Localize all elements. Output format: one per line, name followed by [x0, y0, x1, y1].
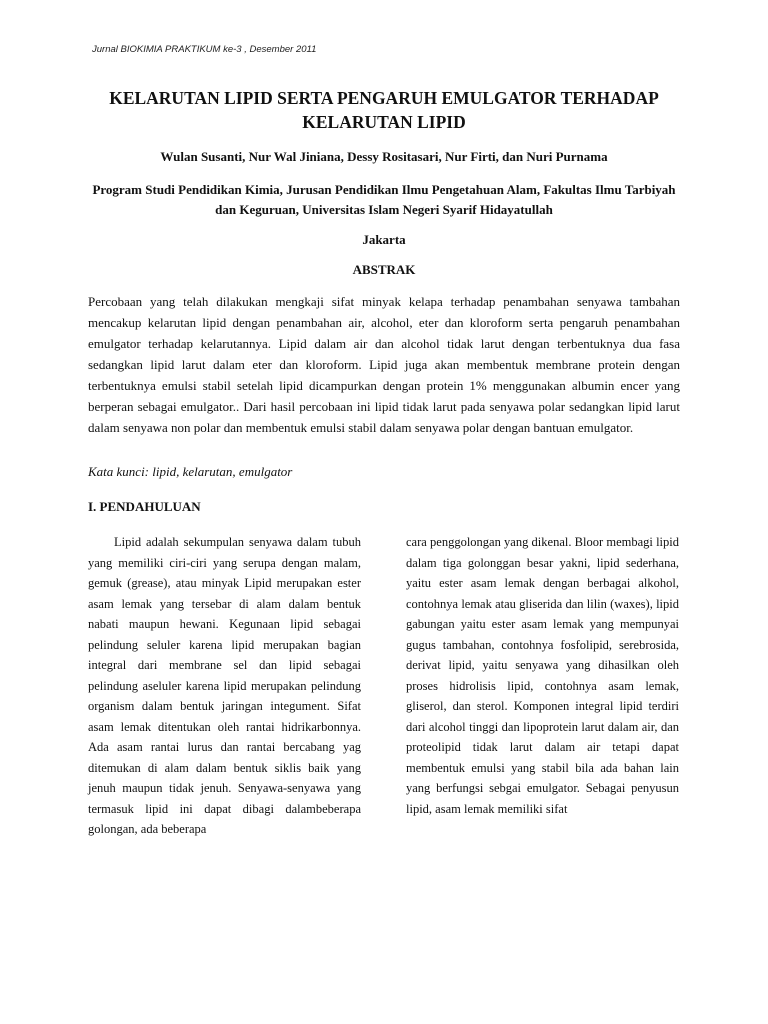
journal-header: Jurnal BIOKIMIA PRAKTIKUM ke-3 , Desember 2011	[92, 44, 317, 55]
paragraph-left: Lipid adalah sekumpulan senyawa dalam tubuh yang memiliki ciri-ciri yang serupa dengan malam, gemuk (grease), atau minyak Lipid merupakan ester asam lemak yang tersebar di alam dalam bentuk nabati maupun hewani. Kegunaan lipid sebagai pelindung seluler karena lipid merupakan bagian integral dari membrane sel dan lipid sebagai pelindung aseluler karena lipid merupakan pelindung organism dalam bentuk jaringan integument. Sifat asam lemak ditentukan oleh rantai hidrikarbonnya. Ada asam rantai lurus dan rantai bercabang yag ditemukan di alam dalam bentuk siklis baik yang jenuh maupun tidak jenuh. Senyawa-senyawa yang termasuk lipid ini dapat dibagi dalambeberapa golongan, ada beberapa	[88, 535, 361, 836]
body-column-right	[406, 532, 679, 819]
section-heading: I. PENDAHULUAN	[88, 499, 201, 514]
body-column-left	[88, 532, 361, 840]
abstract-paragraph: Percobaan yang telah dilakukan mengkaji sifat minyak kelapa terhadap penambahan senyawa tambahan mencakup kelarutan lipid dengan penambahan air, alcohol, eter dan kloroform serta pengaruh penambahan emulgator terhadap kelarutannya. Lipid dalam air dan alcohol tidak larut dengan terbentuknya dua fasa sedangkan lipid larut dalam eter dan kloroform. Lipid juga akan membentuk membrane protein dengan terbentuknya emulsi stabil setelah lipid dicampurkan dengan protein 1% menggunakan albumin encer yang berperan sebagai emulgator.. Dari hasil percobaan ini lipid tidak larut pada senyawa polar sedangkan lipid larut dalam senyawa non polar dan membentuk emulsi stabil dalam senyawa polar dengan bantuan emulgator.	[88, 294, 680, 435]
affiliation: Program Studi Pendidikan Kimia, Jurusan Pendidikan Ilmu Pengetahuan Alam, Fakultas Ilmu Tarbiyah dan Keguruan, Universitas Islam Negeri Syarif Hidayatullah	[92, 182, 676, 217]
authors-line: Wulan Susanti, Nur Wal Jiniana, Dessy Rositasari, Nur Firti, dan Nuri Purnama	[160, 149, 608, 164]
city: Jakarta	[362, 232, 406, 247]
abstract-heading: ABSTRAK	[352, 262, 416, 277]
keywords: Kata kunci: lipid, kelarutan, emulgator	[88, 464, 293, 479]
paper-title: KELARUTAN LIPID SERTA PENGARUH EMULGATOR TERHADAP KELARUTAN LIPID	[109, 88, 659, 132]
abstract-body	[88, 291, 680, 438]
paragraph-right: cara penggolongan yang dikenal. Bloor membagi lipid dalam tiga golonggan besar yakni, lipid sederhana, yaitu ester asam lemak dengan berbagai alkohol, contohnya lemak atau gliserida dan lilin (waxes), lipid gabungan yaitu ester asam lemak yang mempunyai gugus tambahan, contohnya fosfolipid, serebrosida, derivat lipid, yaitu senyawa yang dihasilkan oleh proses hidrolisis lipid, contohnya asam lemak, gliserol, dan sterol. Komponen integral lipid terdiri dari alcohol tinggi dan lipoprotein larut dalam air, dan proteolipid tidak larut dalam air tetapi dapat membentuk emulsi yang stabil bila ada bahan lain yang berfungsi sebgai emulgator. Sebagai penyusun lipid, asam lemak memiliki sifat	[406, 535, 679, 816]
